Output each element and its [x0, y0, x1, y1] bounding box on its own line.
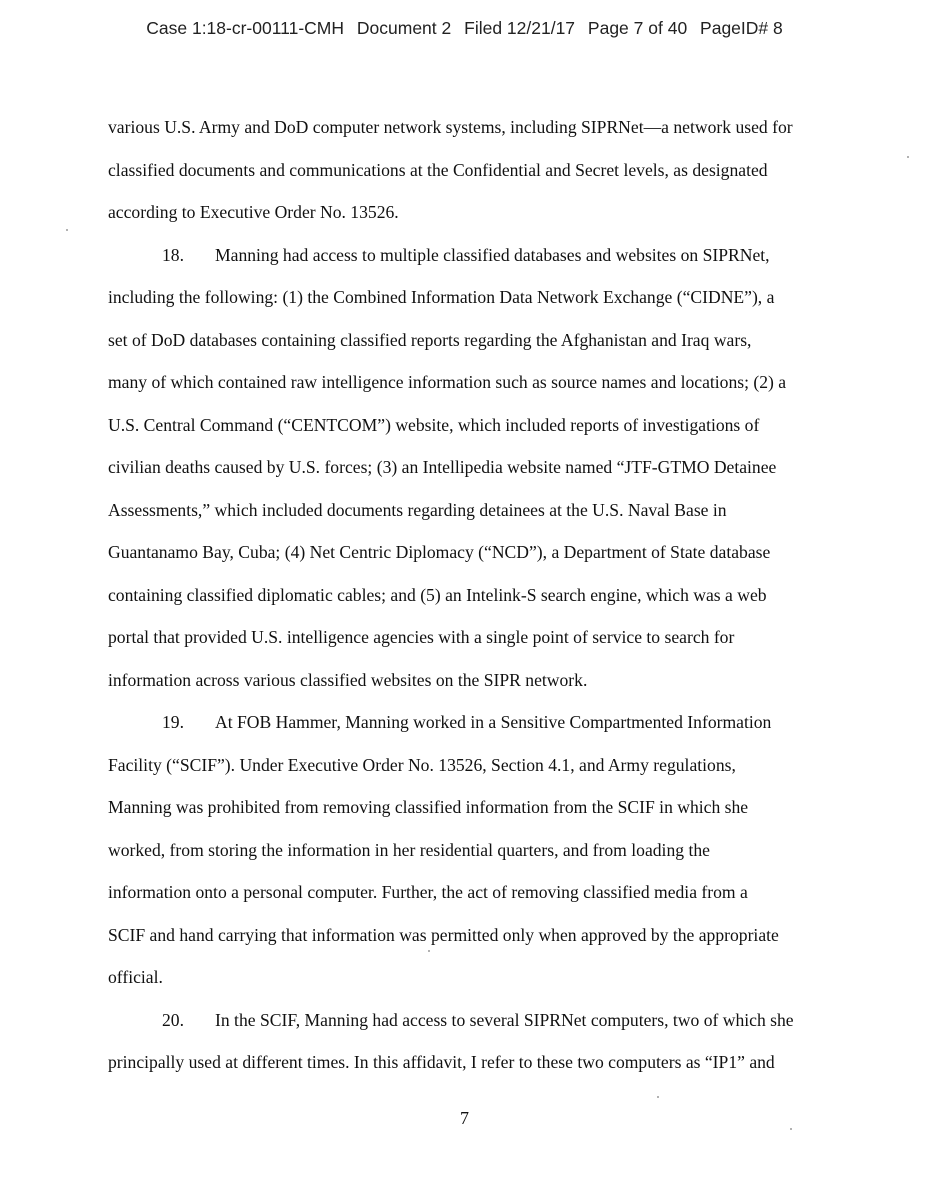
text-line: SCIF and hand carrying that information was permitted only when approved by the appropriate: [108, 924, 779, 945]
text-line: Facility (“SCIF”). Under Executive Order No. 13526, Section 4.1, and Army regulations,: [108, 754, 736, 775]
intro-paragraph: [108, 106, 824, 234]
text-line: information onto a personal computer. Further, the act of removing classified media from a: [108, 882, 748, 902]
text-line: worked, from storing the information in her residential quarters, and from loading the: [108, 839, 710, 860]
text-line: official.: [108, 967, 163, 987]
paragraph-first-line: [108, 701, 824, 744]
filed-date: Filed 12/21/17: [464, 18, 576, 38]
page-id: PageID# 8: [700, 18, 783, 38]
text-line: principally used at different times. In this affidavit, I refer to these two computers as “IP1” and: [108, 1052, 775, 1072]
text-line: containing classified diplomatic cables; and (5) an Intelink-S search engine, which was a web: [108, 584, 767, 605]
case-number: Case 1:18-cr-00111-CMH: [146, 18, 345, 38]
text-line: In the SCIF, Manning had access to several SIPRNet computers, two of which she: [215, 1009, 794, 1030]
scan-speck: [790, 1128, 792, 1130]
paragraph-19: [108, 701, 824, 999]
text-line: Guantanamo Bay, Cuba; (4) Net Centric Diplomacy (“NCD”), a Department of State database: [108, 542, 771, 562]
text-line: Manning had access to multiple classified databases and websites on SIPRNet,: [215, 244, 770, 265]
text-line: including the following: (1) the Combined Information Data Network Exchange (“CIDNE”), a: [108, 287, 775, 307]
page-number: 7: [460, 1108, 469, 1128]
paragraph-20: [108, 999, 824, 1084]
text-line: portal that provided U.S. intelligence agencies with a single point of service to search for: [108, 627, 735, 647]
scan-speck: [907, 156, 909, 158]
paragraph-number: 19.: [162, 712, 184, 732]
text-line: set of DoD databases containing classified reports regarding the Afghanistan and Iraq wars,: [108, 329, 752, 350]
text-line: Manning was prohibited from removing classified information from the SCIF in which she: [108, 797, 749, 817]
paragraph-first-line: [108, 234, 824, 277]
text-line: information across various classified websites on the SIPR network.: [108, 669, 588, 690]
paragraph-number: 20.: [162, 1009, 184, 1030]
page-count: Page 7 of 40: [587, 18, 688, 38]
text-line: according to Executive Order No. 13526.: [108, 202, 399, 222]
scan-speck: [657, 1096, 659, 1098]
text-line: many of which contained raw intelligence information such as source names and locations; (2) a: [108, 372, 787, 392]
text-line: civilian deaths caused by U.S. forces; (3) an Intellipedia website named “JTF-GTMO Detainee: [108, 457, 777, 477]
scan-speck: [428, 950, 430, 952]
text-line: various U.S. Army and DoD computer network systems, including SIPRNet—a network used for: [108, 117, 793, 137]
text-line: Assessments,” which included documents regarding detainees at the U.S. Naval Base in: [108, 499, 727, 520]
paragraph-number: 18.: [162, 244, 184, 265]
text-line: classified documents and communications at the Confidential and Secret levels, as designated: [108, 159, 768, 180]
text-line: U.S. Central Command (“CENTCOM”) website, which included reports of investigations of: [108, 414, 760, 435]
paragraph-first-line: [108, 999, 824, 1042]
document-body: [108, 106, 824, 1084]
case-header: [0, 18, 929, 39]
document-number: Document 2: [356, 18, 452, 38]
scan-speck: [66, 229, 68, 231]
paragraph-18: [108, 234, 824, 702]
text-line: At FOB Hammer, Manning worked in a Sensitive Compartmented Information: [215, 712, 772, 732]
